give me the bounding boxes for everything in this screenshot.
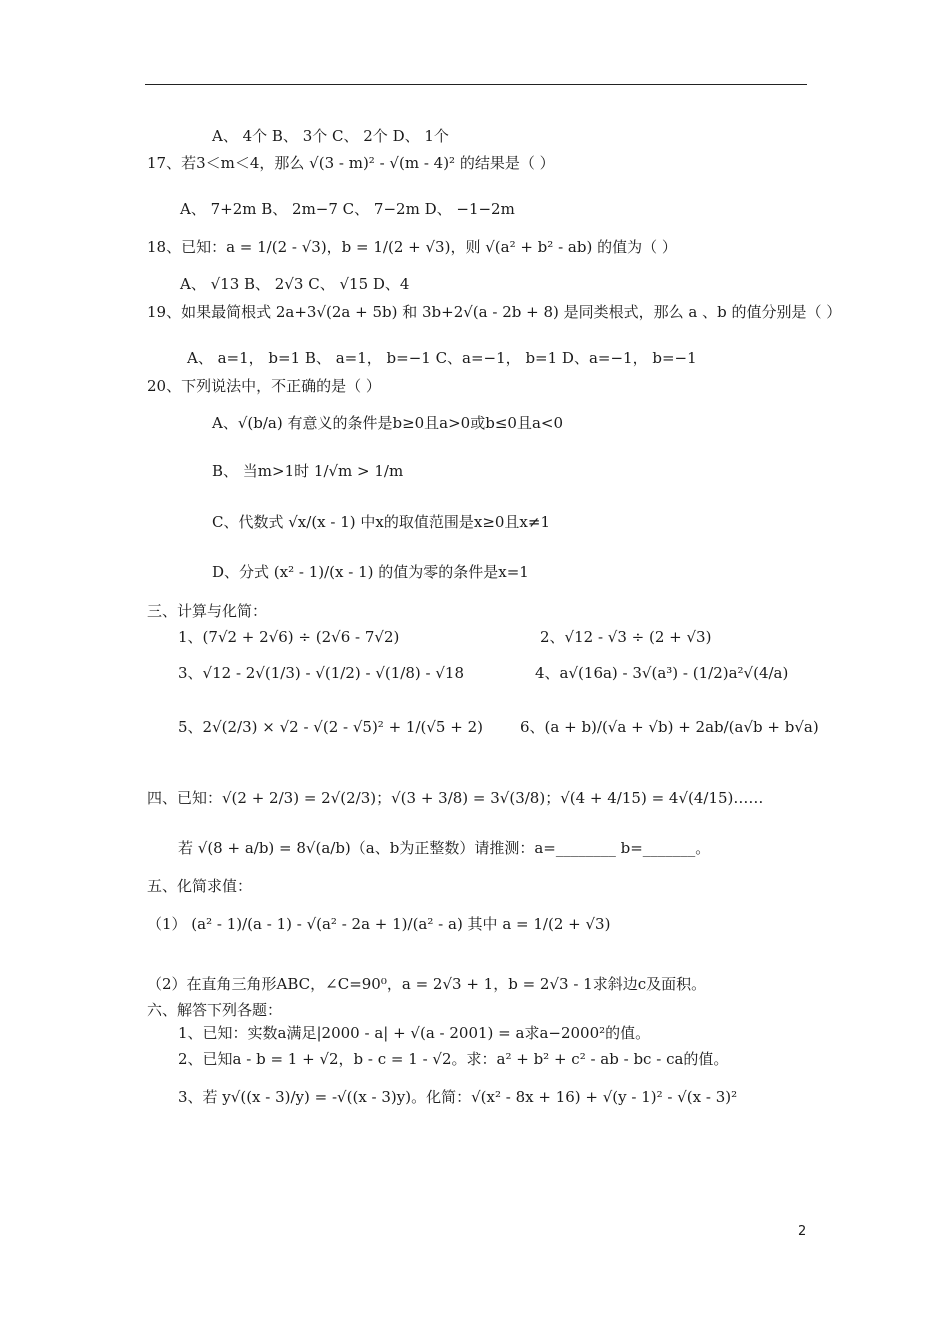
option-20b: B、 当m>1时 1/√m > 1/m — [212, 462, 404, 480]
problem-6-3: 3、若 y√((x - 3)/y) = -√((x - 3)y)。化简：√(x² - 8x + 16) + √(y - 1)² - √(x - 3)² — [178, 1088, 738, 1106]
option-20c: C、代数式 √x/(x - 1) 中x的取值范围是x≥0且x≠1 — [212, 513, 550, 531]
calc-3: 3、√12 - 2√(1/3) - √(1/2) - √(1/8) - √18 — [178, 664, 465, 682]
header-rule — [145, 84, 807, 85]
section-3-heading: 三、计算与化简： — [147, 602, 268, 620]
section-4-given: 四、已知：√(2 + 2/3) = 2√(2/3)；√(3 + 3/8) = 3√(3/8)；√(4 + 4/15) = 4√(4/15)…… — [147, 789, 764, 807]
calc-4: 4、a√(16a) - 3√(a³) - (1/2)a²√(4/a) — [535, 664, 789, 682]
choices-line: A、 4个 B、 3个 C、 2个 D、 1个 — [212, 127, 449, 145]
problem-6-1: 1、已知：实数a满足|2000 - a| + √(a - 2001) = a求a−2000²的值。 — [178, 1024, 651, 1042]
question-17: 17、若3＜m＜4，那么 √(3 - m)² - √(m - 4)² 的结果是（ ） — [147, 154, 555, 172]
question-19: 19、如果最简根式 2a+3√(2a + 5b) 和 3b+2√(a - 2b + 8) 是同类根式，那么 a 、b 的值分别是（ ） — [147, 303, 842, 321]
problem-5-2: （2）在直角三角形ABC，∠C=90⁰，a = 2√3 + 1，b = 2√3 - 1求斜边c及面积。 — [147, 975, 707, 993]
choices-19: A、 a=1， b=1 B、 a=1， b=−1 C、a=−1， b=1 D、a=−1， b=−1 — [187, 349, 697, 367]
calc-6: 6、(a + b)/(√a + √b) + 2ab/(a√b + b√a) — [520, 718, 819, 736]
calc-2: 2、√12 - √3 ÷ (2 + √3) — [540, 628, 712, 646]
section-5-heading: 五、化简求值： — [147, 877, 253, 895]
section-6-heading: 六、解答下列各题： — [147, 1001, 283, 1019]
page-number: 2 — [798, 1224, 807, 1239]
option-20a: A、√(b/a) 有意义的条件是b≥0且a>0或b≤0且a<0 — [212, 414, 563, 432]
choices-17: A、 7+2m B、 2m−7 C、 7−2m D、 −1−2m — [180, 200, 515, 218]
calc-1: 1、(7√2 + 2√6) ÷ (2√6 - 7√2) — [178, 628, 400, 646]
option-20d: D、分式 (x² - 1)/(x - 1) 的值为零的条件是x=1 — [212, 563, 529, 581]
question-18: 18、已知：a = 1/(2 - √3)，b = 1/(2 + √3)，则 √(a² + b² - ab) 的值为（ ） — [147, 238, 677, 256]
problem-6-2: 2、已知a - b = 1 + √2，b - c = 1 - √2。求：a² + b² + c² - ab - bc - ca的值。 — [178, 1050, 729, 1068]
problem-5-1: （1） (a² - 1)/(a - 1) - √(a² - 2a + 1)/(a² - a) 其中 a = 1/(2 + √3) — [147, 915, 611, 933]
section-4-question: 若 √(8 + a/b) = 8√(a/b)（a、b为正整数）请推测：a=________ b=_______。 — [178, 839, 711, 857]
question-20: 20、下列说法中，不正确的是（ ） — [147, 377, 381, 395]
choices-18: A、 √13 B、 2√3 C、 √15 D、4 — [180, 275, 410, 293]
calc-5: 5、2√(2/3) × √2 - √(2 - √5)² + 1/(√5 + 2) — [178, 718, 483, 736]
